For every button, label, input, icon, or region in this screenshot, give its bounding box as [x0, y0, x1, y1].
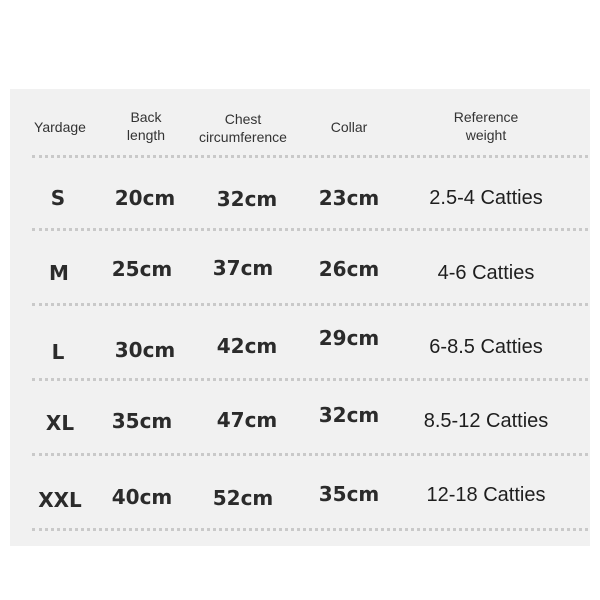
table-row [10, 257, 590, 283]
header-row [10, 107, 590, 147]
chest-cell: 52cm [212, 486, 274, 510]
size-cell: XXL [38, 488, 82, 512]
size-cell: L [51, 340, 65, 364]
collar-cell: 26cm [318, 257, 380, 281]
row-divider [32, 453, 588, 456]
row-divider [32, 228, 588, 231]
size-chart-table [10, 89, 590, 546]
back-length-cell: 25cm [111, 257, 173, 281]
weight-cell: 4-6 Catties [437, 262, 535, 284]
header-back-line2: length [126, 127, 166, 143]
header-chest-line1: Chest [224, 111, 262, 127]
back-length-cell: 30cm [114, 338, 176, 362]
chest-cell: 32cm [216, 187, 278, 211]
table-row [10, 403, 590, 435]
header-chest [199, 110, 287, 146]
collar-cell: 23cm [318, 186, 380, 210]
weight-cell: 12-18 Catties [426, 484, 546, 506]
weight-cell: 2.5-4 Catties [429, 187, 543, 209]
collar-cell: 32cm [318, 403, 380, 427]
header-weight-line1: Reference [453, 109, 519, 125]
back-length-cell: 35cm [111, 409, 173, 433]
header-size [34, 118, 86, 136]
row-divider [32, 303, 588, 306]
header-collar [331, 118, 368, 136]
table-row [10, 186, 590, 212]
header-back-line1: Back [130, 109, 162, 125]
size-cell: S [50, 186, 66, 210]
weight-cell: 6-8.5 Catties [429, 336, 543, 358]
size-cell: XL [45, 411, 75, 435]
back-length-cell: 40cm [111, 485, 173, 509]
table-row [10, 482, 590, 512]
header-chest-line2: circumference [199, 129, 287, 145]
collar-cell: 35cm [318, 482, 380, 506]
header-weight-line2: weight [465, 127, 507, 143]
header-weight [454, 108, 519, 144]
chest-cell: 47cm [216, 408, 278, 432]
row-divider [32, 155, 588, 158]
row-divider [32, 528, 588, 531]
table-row [10, 326, 590, 364]
header-size-label: Yardage [34, 119, 86, 135]
header-collar-label: Collar [330, 119, 368, 135]
size-cell: M [49, 261, 69, 285]
chest-cell: 37cm [212, 256, 274, 280]
collar-cell: 29cm [318, 326, 380, 350]
weight-cell: 8.5-12 Catties [423, 410, 549, 432]
chest-cell: 42cm [216, 334, 278, 358]
back-length-cell: 20cm [114, 186, 176, 210]
header-back-length [127, 108, 165, 144]
row-divider [32, 378, 588, 381]
